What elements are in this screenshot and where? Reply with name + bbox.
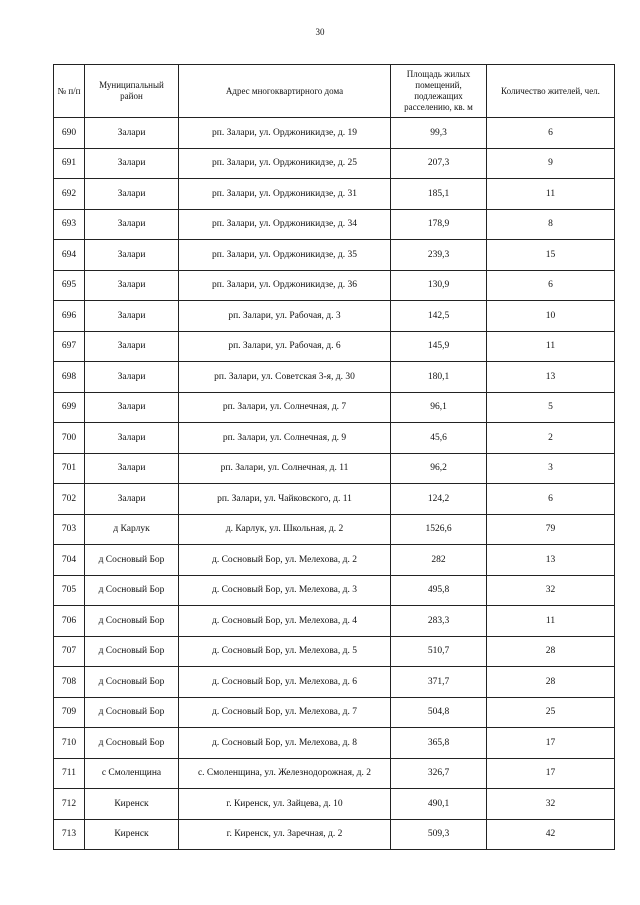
cell-residents: 9 [487,148,615,179]
cell-area: 99,3 [391,118,487,149]
cell-num: 699 [54,392,85,423]
housing-table [53,64,615,850]
table-row [54,575,615,606]
cell-address: рп. Залари, ул. Орджоникидзе, д. 31 [179,179,391,210]
table-body [54,118,615,850]
cell-residents: 42 [487,819,615,850]
table-row [54,789,615,820]
cell-num: 703 [54,514,85,545]
table-row [54,636,615,667]
cell-area: 510,7 [391,636,487,667]
cell-num: 698 [54,362,85,393]
table-row [54,118,615,149]
cell-num: 700 [54,423,85,454]
cell-area: 239,3 [391,240,487,271]
cell-area: 142,5 [391,301,487,332]
table-row [54,819,615,850]
cell-num: 709 [54,697,85,728]
cell-district: Залари [85,484,179,515]
cell-address: рп. Залари, ул. Орджоникидзе, д. 19 [179,118,391,149]
cell-district: д Сосновый Бор [85,667,179,698]
cell-district: д Сосновый Бор [85,697,179,728]
header-num: № п/п [54,65,85,118]
table-row [54,697,615,728]
table-row [54,667,615,698]
cell-district: с Смоленщина [85,758,179,789]
table-row [54,514,615,545]
cell-address: рп. Залари, ул. Орджоникидзе, д. 25 [179,148,391,179]
cell-address: д. Сосновый Бор, ул. Мелехова, д. 6 [179,667,391,698]
cell-district: Залари [85,148,179,179]
cell-residents: 8 [487,209,615,240]
cell-residents: 3 [487,453,615,484]
cell-district: Залари [85,301,179,332]
table-row [54,728,615,759]
cell-residents: 6 [487,118,615,149]
cell-district: д Сосновый Бор [85,728,179,759]
cell-area: 326,7 [391,758,487,789]
header-address: Адрес многоквартирного дома [179,65,391,118]
cell-area: 130,9 [391,270,487,301]
cell-residents: 25 [487,697,615,728]
cell-area: 45,6 [391,423,487,454]
table-row [54,606,615,637]
cell-district: Залари [85,331,179,362]
table-row [54,758,615,789]
cell-district: Залари [85,209,179,240]
cell-address: д. Сосновый Бор, ул. Мелехова, д. 8 [179,728,391,759]
cell-address: рп. Залари, ул. Орджоникидзе, д. 35 [179,240,391,271]
cell-area: 178,9 [391,209,487,240]
cell-area: 282 [391,545,487,576]
cell-num: 692 [54,179,85,210]
cell-district: Киренск [85,819,179,850]
cell-num: 691 [54,148,85,179]
cell-area: 283,3 [391,606,487,637]
cell-district: Киренск [85,789,179,820]
table-row [54,209,615,240]
cell-district: Залари [85,179,179,210]
cell-residents: 11 [487,606,615,637]
header-area: Площадь жилых помещений, подлежащих расселению, кв. м [391,65,487,118]
cell-num: 695 [54,270,85,301]
cell-address: д. Сосновый Бор, ул. Мелехова, д. 3 [179,575,391,606]
cell-district: Залари [85,362,179,393]
cell-area: 185,1 [391,179,487,210]
table-row [54,331,615,362]
cell-num: 712 [54,789,85,820]
table-row [54,545,615,576]
cell-address: рп. Залари, ул. Солнечная, д. 7 [179,392,391,423]
cell-num: 707 [54,636,85,667]
cell-area: 495,8 [391,575,487,606]
cell-area: 371,7 [391,667,487,698]
table-row [54,484,615,515]
cell-residents: 11 [487,331,615,362]
table-row [54,240,615,271]
cell-address: рп. Залари, ул. Рабочая, д. 6 [179,331,391,362]
table-row [54,423,615,454]
cell-address: рп. Залари, ул. Советская 3-я, д. 30 [179,362,391,393]
cell-district: Залари [85,240,179,271]
cell-num: 696 [54,301,85,332]
table-header-row [54,65,615,118]
header-district: Муниципальный район [85,65,179,118]
cell-address: рп. Залари, ул. Рабочая, д. 3 [179,301,391,332]
cell-residents: 2 [487,423,615,454]
cell-residents: 6 [487,484,615,515]
cell-district: д Карлук [85,514,179,545]
cell-num: 704 [54,545,85,576]
cell-area: 180,1 [391,362,487,393]
cell-num: 701 [54,453,85,484]
cell-residents: 13 [487,545,615,576]
cell-area: 490,1 [391,789,487,820]
cell-residents: 13 [487,362,615,393]
cell-district: д Сосновый Бор [85,636,179,667]
cell-district: Залари [85,392,179,423]
cell-district: Залари [85,270,179,301]
cell-num: 711 [54,758,85,789]
cell-residents: 17 [487,758,615,789]
cell-address: с. Смоленщина, ул. Железнодорожная, д. 2 [179,758,391,789]
cell-residents: 79 [487,514,615,545]
cell-area: 1526,6 [391,514,487,545]
cell-area: 365,8 [391,728,487,759]
cell-district: Залари [85,453,179,484]
cell-num: 702 [54,484,85,515]
cell-district: д Сосновый Бор [85,606,179,637]
cell-address: рп. Залари, ул. Орджоникидзе, д. 34 [179,209,391,240]
cell-address: д. Сосновый Бор, ул. Мелехова, д. 4 [179,606,391,637]
cell-address: г. Киренск, ул. Зайцева, д. 10 [179,789,391,820]
cell-address: д. Карлук, ул. Школьная, д. 2 [179,514,391,545]
cell-num: 697 [54,331,85,362]
cell-residents: 17 [487,728,615,759]
cell-num: 708 [54,667,85,698]
cell-residents: 32 [487,789,615,820]
cell-num: 710 [54,728,85,759]
cell-residents: 6 [487,270,615,301]
cell-residents: 11 [487,179,615,210]
cell-residents: 10 [487,301,615,332]
cell-num: 713 [54,819,85,850]
cell-area: 145,9 [391,331,487,362]
cell-district: д Сосновый Бор [85,575,179,606]
cell-address: рп. Залари, ул. Солнечная, д. 9 [179,423,391,454]
cell-residents: 28 [487,636,615,667]
cell-area: 96,2 [391,453,487,484]
table-row [54,179,615,210]
cell-num: 694 [54,240,85,271]
cell-district: Залари [85,118,179,149]
table-row [54,301,615,332]
cell-num: 706 [54,606,85,637]
cell-district: Залари [85,423,179,454]
cell-address: г. Киренск, ул. Заречная, д. 2 [179,819,391,850]
cell-residents: 32 [487,575,615,606]
cell-num: 705 [54,575,85,606]
cell-area: 96,1 [391,392,487,423]
cell-address: рп. Залари, ул. Солнечная, д. 11 [179,453,391,484]
table-row [54,392,615,423]
table-row [54,453,615,484]
cell-address: рп. Залари, ул. Орджоникидзе, д. 36 [179,270,391,301]
cell-address: д. Сосновый Бор, ул. Мелехова, д. 5 [179,636,391,667]
cell-address: д. Сосновый Бор, ул. Мелехова, д. 2 [179,545,391,576]
table-row [54,270,615,301]
table-row [54,148,615,179]
cell-district: д Сосновый Бор [85,545,179,576]
cell-address: рп. Залари, ул. Чайковского, д. 11 [179,484,391,515]
cell-area: 207,3 [391,148,487,179]
header-residents: Количество жителей, чел. [487,65,615,118]
cell-area: 504,8 [391,697,487,728]
cell-area: 124,2 [391,484,487,515]
page-number: 30 [315,27,325,37]
cell-residents: 5 [487,392,615,423]
cell-address: д. Сосновый Бор, ул. Мелехова, д. 7 [179,697,391,728]
cell-residents: 28 [487,667,615,698]
cell-num: 693 [54,209,85,240]
cell-area: 509,3 [391,819,487,850]
table-row [54,362,615,393]
cell-residents: 15 [487,240,615,271]
cell-num: 690 [54,118,85,149]
